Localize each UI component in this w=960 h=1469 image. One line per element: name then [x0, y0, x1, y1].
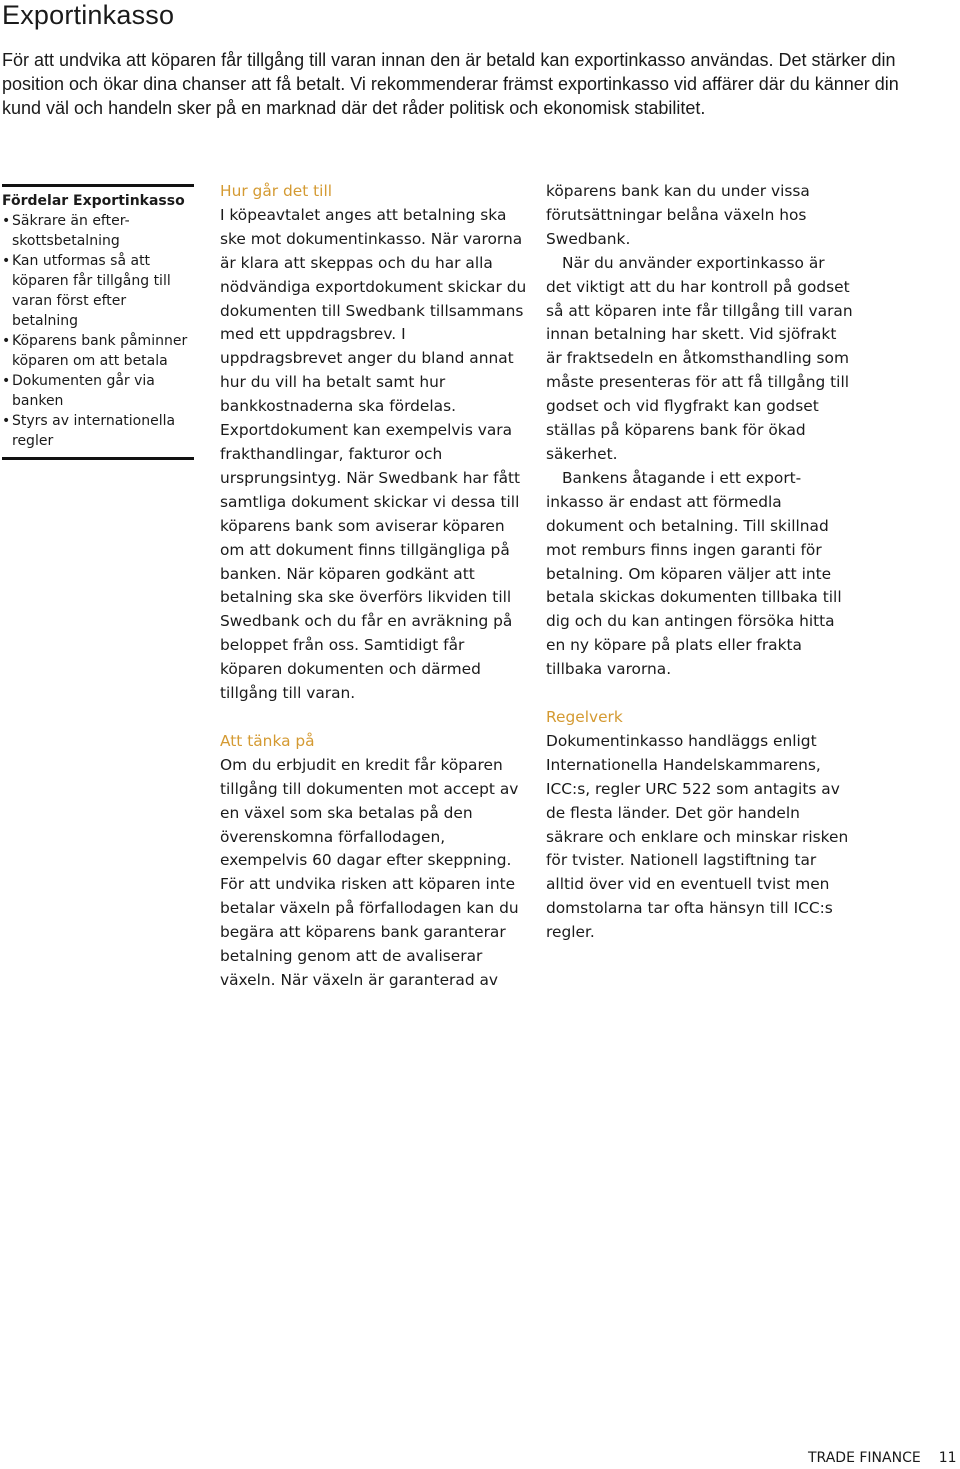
page-number: 11	[938, 1450, 957, 1466]
page-title: Exportinkasso	[2, 0, 175, 30]
paragraph-bank-commitment: Bankens åtagande i ett export-inkasso är endast att förmedla dokument och betalning. Till skillnad mot remburs finns ingen garanti för betalning. Om köparen väljer att inte betala skickas dokumenten tillbaka till dig och du kan antingen försöka hitta en ny köpare på plats eller frakta tillbaka varorna.	[546, 468, 842, 679]
column-right	[546, 180, 854, 945]
section-heading-rules: Regelverk	[546, 708, 623, 727]
page-footer	[808, 1450, 957, 1466]
intro-paragraph: För att undvika att köparen får tillgång till varan innan den är betald kan exportinkasso användas. Det stärker din position och ökar dina chanser att få betalt. Vi rekommenderar främst exportinkasso vid affärer där du känner din kund väl och handeln sker på en marknad där det råder politisk och ekonomisk stabilitet.	[2, 50, 899, 118]
footer-section-label: TRADE FINANCE	[808, 1450, 921, 1466]
list-item: • Styrs av internationella regler	[2, 411, 194, 451]
list-item: • Köparens bank påminner köparen om att betala	[2, 331, 194, 371]
section-body-how: I köpeavtalet anges att betalning ska ske mot dokumentinkasso. När varorna är klara att skeppas och du har alla nödvändiga exportdokument skickar du dokumenten till Swedbank tillsammans med ett uppdragsbrev. I uppdragsbrevet anger du bland annat hur du vill ha betalt samt hur bankkostnaderna ska fördelas. Exportdokument kan exempelvis vara frakthandlingar, fakturor och ursprungsintyg. När Swedbank har fått samtliga dokument skickar vi dessa till köparens bank som aviserar köparen om att dokument finns tillgängliga på banken. När köparen godkänt att betalning ska ske överförs likviden till Swedbank och du får en avräkning på beloppet från oss. Samtidigt får köparen dokumenten och därmed tillgång till varan.	[220, 205, 527, 703]
list-item: • Dokumenten går via banken	[2, 371, 194, 411]
benefits-box	[2, 184, 194, 460]
section-body-rules: Dokumentinkasso handläggs enligt Internationella Handelskammarens, ICC:s, regler URC 522 som antagits av de flesta länder. Det gör handeln säkrare och enklare och minskar risken för tvister. Nationell lagstiftning tar alltid över vid en eventuell tvist men domstolarna tar ofta hänsyn till ICC:s regler.	[546, 731, 849, 942]
section-heading-how: Hur går det till	[220, 182, 332, 200]
list-item: • Säkrare än efter-skottsbetalning	[2, 211, 194, 251]
paragraph-continued: köparens bank kan du under vissa förutsättningar belåna växeln hos Swedbank.	[546, 182, 810, 248]
section-heading-consider: Att tänka på	[220, 731, 315, 750]
list-item: • Kan utformas så att köparen får tillgång till varan först efter betalning	[2, 251, 194, 331]
paragraph-control: När du använder exportinkasso är det viktigt att du har kontroll på godset så att köparen inte får tillgång till varan innan betalning har skett. Vid sjöfrakt är fraktsedeln en åtkomsthandling som måste presenteras för att få tillgång till godset och vid flygfrakt kan godset ställas på köparens bank för ökad säkerhet.	[546, 253, 853, 463]
benefits-list	[2, 211, 194, 451]
benefits-title: Fördelar Exportinkasso	[2, 193, 185, 209]
column-left	[220, 180, 528, 993]
section-body-consider: Om du erbjudit en kredit får köparen tillgång till dokumenten mot accept av en växel som ska betalas på den överenskomna förfallodagen, exempelvis 60 dagar efter skeppning. För att undvika risken att köparen inte betalar växeln på förfallodagen kan du begära att köparens bank garanterar betalning genom att de avaliserar växeln. När växeln är garanterad av	[220, 755, 519, 989]
